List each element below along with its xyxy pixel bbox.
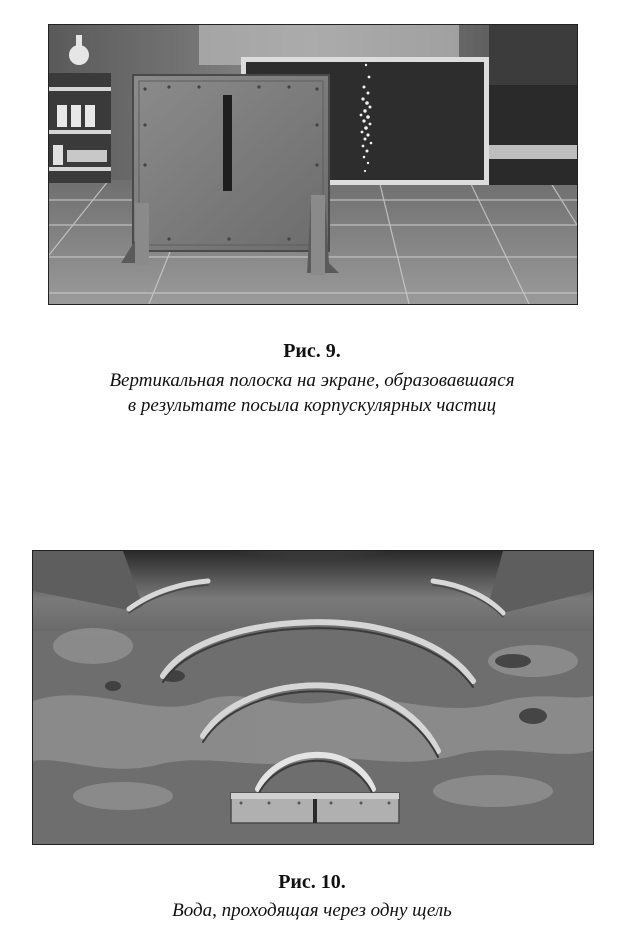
figure-9-caption-line-1: Вертикальная полоска на экране, образовавшаяся (109, 370, 515, 391)
figure-10-illustration (33, 551, 593, 844)
figure-9-caption (0, 368, 624, 418)
figure-9-caption-line-2: в результате посыла корпускулярных частиц (127, 395, 497, 416)
figure-9-image (48, 24, 578, 305)
single-slit (223, 95, 232, 191)
figure-9-illustration (49, 25, 577, 304)
slit-opening (313, 799, 317, 823)
figure-10-title: Рис. 10. (278, 871, 346, 893)
figure-9-title: Рис. 9. (283, 340, 341, 362)
figure-10-caption: Вода, проходящая через одну щель (172, 900, 452, 921)
figure-10-image (32, 550, 594, 845)
